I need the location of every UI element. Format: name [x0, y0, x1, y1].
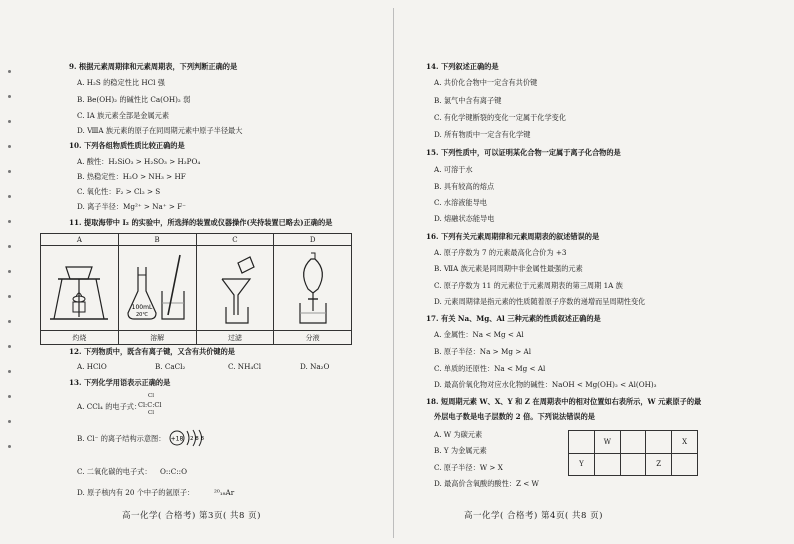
ccl4-bottom: Cl — [148, 410, 154, 416]
grid-cell — [620, 453, 646, 476]
q10-option-d: D. 离子半径：Mg²⁺ > Na⁺ > F⁻ — [77, 202, 186, 211]
q16-option-a: A. 原子序数为 7 的元素最高化合价为 +3 — [434, 248, 567, 257]
q18-stem-line2: 外层电子数是电子层数的 2 倍。下列说法错误的是 — [434, 412, 595, 421]
grid-cell — [594, 453, 620, 476]
apparatus-header-a: A — [41, 234, 119, 246]
crucible-on-tripod-icon — [44, 247, 114, 327]
q14-option-c: C. 有化学键断裂的变化一定属于化学变化 — [434, 113, 567, 122]
flask-temp-label: 20℃ — [136, 312, 149, 318]
q12-option-c: C. NH₄Cl — [228, 362, 262, 371]
electron-shells: 2 8 8 — [190, 436, 204, 442]
q18-option-b: B. Y 为金属元素 — [434, 446, 487, 455]
q13-option-d: D. 原子核内有 20 个中子的氩原子： — [77, 488, 195, 497]
grid-cell — [646, 431, 672, 454]
q15-stem: 15. 下列性质中，可以证明某化合物一定属于离子化合物的是 — [426, 148, 621, 157]
q16-option-b: B. ⅦA 族元素是同周期中非金属性最强的元素 — [434, 264, 583, 273]
q18-option-d: D. 最高价含氧酸的酸性：Z < W — [434, 479, 539, 488]
grid-cell — [569, 431, 595, 454]
q13-stem: 13. 下列化学用语表示正确的是 — [69, 378, 171, 387]
q14-option-a: A. 共价化合物中一定含有共价键 — [434, 78, 538, 87]
grid-cell-z: Z — [646, 453, 672, 476]
q9-option-c: C. ⅠA 族元素全部是金属元素 — [77, 111, 170, 120]
left-page — [0, 0, 390, 544]
ccl4-top: Cl — [148, 393, 154, 399]
q14-option-b: B. 氯气中含有离子键 — [434, 96, 502, 105]
grid-cell-w: W — [594, 431, 620, 454]
q13-option-c: C. 二氧化碳的电子式： — [77, 467, 152, 476]
q9-option-b: B. Be(OH)₂ 的碱性比 Ca(OH)₂ 弱 — [77, 95, 191, 104]
separatory-funnel-icon — [278, 247, 348, 327]
q10-option-a: A. 酸性：H₂SiO₃ > H₂SO₃ > H₃PO₄ — [77, 157, 201, 166]
q17-option-b: B. 原子半径：Na > Mg > Al — [434, 347, 531, 356]
apparatus-filter-cell — [196, 246, 274, 331]
q18-option-a: A. W 为碳元素 — [434, 430, 483, 439]
co2-electron-formula: O::C::O — [160, 467, 187, 476]
apparatus-beaker-cell — [118, 246, 196, 331]
volumetric-flask-and-beaker-icon — [122, 247, 192, 327]
ccl4-middle: Cl:C:Cl — [138, 401, 162, 409]
apparatus-header-c: C — [196, 234, 274, 246]
q18-option-c: C. 原子半径：W > X — [434, 463, 503, 472]
q16-option-c: C. 原子序数为 11 的元素位于元素周期表的第三周期 1A 族 — [434, 281, 623, 290]
q16-stem: 16. 下列有关元素周期律和元素周期表的叙述错误的是 — [426, 232, 600, 241]
q16-option-d: D. 元素周期律是指元素的性质随着原子序数的递增而呈周期性变化 — [434, 297, 646, 306]
q14-option-d: D. 所有物质中一定含有化学键 — [434, 130, 531, 139]
q14-stem: 14. 下列叙述正确的是 — [426, 62, 499, 71]
apparatus-header-b: B — [118, 234, 196, 246]
q10-option-b: B. 热稳定性：H₂O > NH₃ > HF — [77, 172, 186, 181]
nucleus-charge: +18 — [170, 435, 184, 443]
q18-stem-line1: 18. 短周期元素 W、X、Y 和 Z 在周期表中的相对位置如右表所示，W 元素原子的最 — [426, 397, 702, 406]
q15-option-a: A. 可溶于水 — [434, 165, 473, 174]
apparatus-label-c: 过滤 — [196, 331, 274, 345]
q12-option-a: A. HClO — [77, 362, 107, 371]
q13-option-b: B. Cl⁻ 的离子结构示意图： — [77, 434, 166, 443]
filtration-funnel-icon — [200, 247, 270, 327]
q17-option-c: C. 单质的还原性：Na < Mg < Al — [434, 364, 546, 373]
q9-option-a: A. H₂S 的稳定性比 HCl 强 — [77, 78, 165, 87]
chloride-ion-structure-diagram — [168, 428, 212, 448]
q15-option-d: D. 熔融状态能导电 — [434, 214, 495, 223]
q10-stem: 10. 下列各组物质性质比较正确的是 — [69, 141, 185, 150]
apparatus-crucible-cell — [41, 246, 119, 331]
grid-cell — [620, 431, 646, 454]
apparatus-label-a: 灼烧 — [41, 331, 119, 345]
q17-option-a: A. 金属性：Na < Mg < Al — [434, 330, 524, 339]
flask-volume-label: 100mL — [131, 304, 153, 311]
right-footer: 高一化学( 合格考) 第4页( 共8 页) — [464, 511, 603, 521]
apparatus-header-d: D — [274, 234, 352, 246]
apparatus-label-b: 溶解 — [118, 331, 196, 345]
q13-option-a: A. CCl₄ 的电子式： — [77, 402, 142, 411]
q15-option-c: C. 水溶液能导电 — [434, 198, 487, 207]
grid-cell-x: X — [672, 431, 698, 454]
grid-cell-y: Y — [569, 453, 595, 476]
q9-stem: 9. 根据元素周期律和元素周期表，下列判断正确的是 — [69, 62, 238, 71]
q15-option-b: B. 具有较高的熔点 — [434, 182, 495, 191]
q17-stem: 17. 有关 Na、Mg、Al 三种元素的性质叙述正确的是 — [426, 314, 601, 323]
grid-cell — [672, 453, 698, 476]
apparatus-table — [40, 233, 352, 345]
q9-option-d: D. ⅧA 族元素的原子在同周期元素中原子半径最大 — [77, 126, 243, 135]
argon-nuclide: ²⁰₁₈Ar — [214, 488, 235, 497]
q12-option-b: B. CaCl₂ — [155, 362, 186, 371]
q17-option-d: D. 最高价氧化物对应水化物的碱性：NaOH < Mg(OH)₂ < Al(OH)₃ — [434, 380, 657, 389]
q11-stem: 11. 提取海带中 I₂ 的实验中，所选择的装置或仪器操作(夹持装置已略去)正确的是 — [69, 218, 333, 227]
q12-stem: 12. 下列物质中，既含有离子键，又含有共价键的是 — [69, 347, 235, 356]
periodic-position-grid — [568, 430, 698, 476]
q12-option-d: D. Na₂O — [300, 362, 330, 371]
apparatus-label-d: 分液 — [274, 331, 352, 345]
page-divider — [393, 8, 394, 538]
left-footer: 高一化学( 合格考) 第3页( 共8 页) — [122, 511, 261, 521]
apparatus-separatory-cell — [274, 246, 352, 331]
q10-option-c: C. 氧化性：F₂ > Cl₂ > S — [77, 187, 161, 196]
